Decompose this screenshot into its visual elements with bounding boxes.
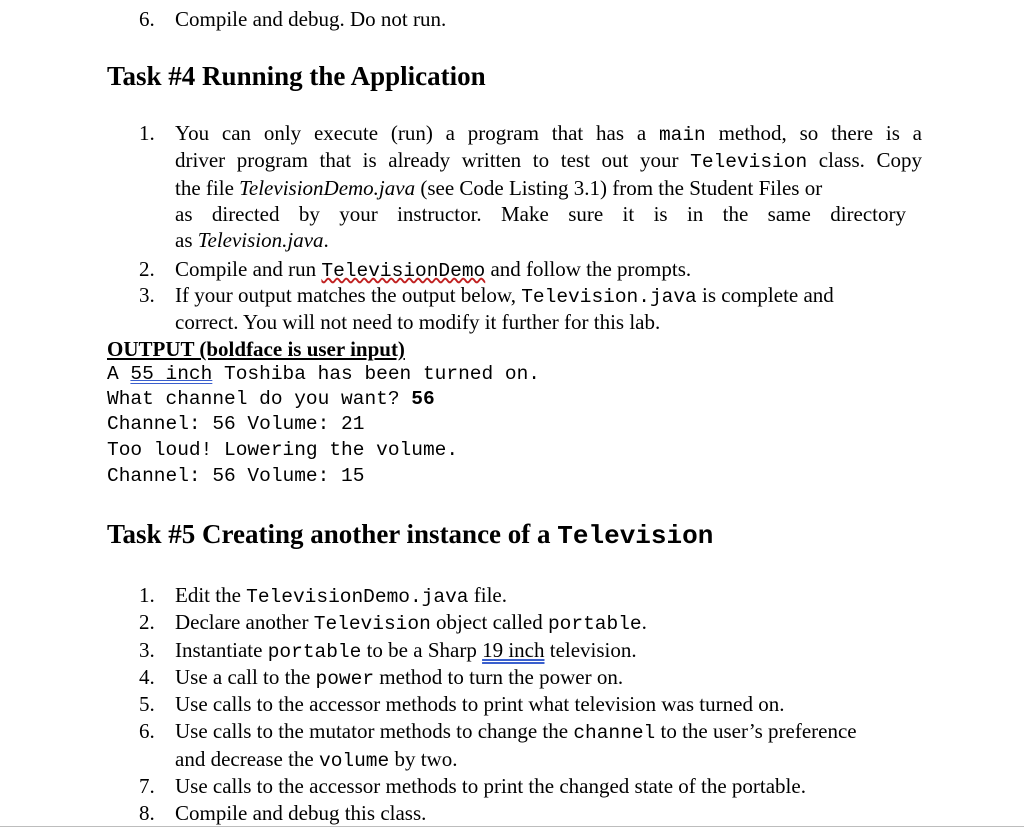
list-number: 4.	[139, 665, 155, 689]
task5-item7: Use calls to the accessor methods to print the changed state of the portable.	[175, 774, 806, 798]
task5-heading	[107, 518, 713, 552]
text: driver program that is already written to test out your	[175, 148, 691, 172]
step-text: Compile and debug. Do not run.	[175, 7, 447, 31]
text: to be a Sharp	[361, 638, 483, 662]
text: .	[323, 228, 329, 252]
task5-item4	[175, 664, 623, 693]
list-number: 1.	[139, 583, 155, 607]
underlined-text: 55 inch	[130, 363, 213, 385]
code: Television	[313, 613, 431, 635]
task5-item3	[175, 637, 637, 666]
text: Use calls to the mutator methods to change the	[175, 719, 574, 743]
underlined-text: 19 inch	[482, 638, 545, 662]
code: volume	[319, 750, 390, 772]
output-line	[107, 387, 435, 412]
task5-item2	[175, 609, 647, 638]
filename: Television.java	[197, 228, 324, 252]
list-number: 8.	[139, 801, 155, 825]
output-heading: OUTPUT (boldface is user input)	[107, 337, 405, 361]
task5-item5: Use calls to the accessor methods to print what television was turned on.	[175, 692, 785, 716]
task5-item1	[175, 582, 507, 611]
list-number: 6.	[139, 7, 155, 31]
text: Task #5 Creating another instance of a	[107, 519, 558, 549]
list-number: 7.	[139, 774, 155, 798]
task4-item1-line2	[175, 147, 922, 176]
page-bottom-divider	[0, 826, 1024, 827]
task4-item1-line3	[175, 175, 822, 202]
output-line	[107, 362, 540, 387]
list-number: 6.	[139, 719, 155, 743]
text: and decrease the	[175, 747, 319, 771]
task4-item1-line5	[175, 227, 329, 254]
text: is complete and	[696, 283, 834, 307]
text: the file	[175, 176, 240, 200]
code: portable	[267, 641, 362, 663]
list-number: 3.	[139, 638, 155, 662]
code: Television	[557, 521, 714, 551]
text: .	[641, 610, 647, 634]
code: power	[315, 668, 375, 690]
task4-item1-line1	[175, 120, 922, 149]
task4-heading: Task #4 Running the Application	[107, 61, 486, 91]
code: TelevisionDemo	[321, 260, 486, 282]
code: Television.java	[521, 286, 697, 308]
text: Compile and run	[175, 257, 322, 281]
text: as	[175, 228, 198, 252]
code: main	[658, 124, 706, 146]
text: A	[107, 363, 131, 385]
list-number: 2.	[139, 610, 155, 634]
text: file.	[468, 583, 507, 607]
code: Television	[690, 151, 808, 173]
text: class. Copy	[807, 148, 922, 172]
text: Instantiate	[175, 638, 268, 662]
text: If your output matches the output below,	[175, 283, 522, 307]
list-number: 5.	[139, 692, 155, 716]
text: Edit the	[175, 583, 247, 607]
text: Declare another	[175, 610, 314, 634]
text: method to turn the power on.	[374, 665, 624, 689]
code: portable	[547, 613, 642, 635]
text: Use a call to the	[175, 665, 316, 689]
text: by two.	[389, 747, 458, 771]
code: channel	[573, 722, 656, 744]
text: You can only execute (run) a program that has a	[175, 121, 659, 145]
text: to the user’s preference	[655, 719, 857, 743]
task5-item8: Compile and debug this class.	[175, 801, 427, 825]
text: Toshiba has been turned on.	[212, 363, 540, 385]
user-input: 56	[411, 388, 435, 410]
output-line: Channel: 56 Volume: 21	[107, 413, 365, 435]
code: TelevisionDemo.java	[246, 586, 469, 608]
task4-item3-line1	[175, 282, 834, 311]
task4-item2	[175, 256, 691, 285]
text: television.	[544, 638, 637, 662]
filename: TelevisionDemo.java	[239, 176, 416, 200]
text: object called	[430, 610, 548, 634]
task4-item1-line4: as directed by your instructor. Make sure it is in the same directory	[175, 202, 906, 226]
task5-item6-line2	[175, 746, 457, 775]
list-number: 3.	[139, 283, 155, 307]
task4-item3-line2: correct. You will not need to modify it further for this lab.	[175, 310, 661, 334]
text: method, so there is a	[705, 121, 922, 145]
task5-item6-line1	[175, 718, 857, 747]
output-line: Too loud! Lowering the volume.	[107, 439, 459, 461]
text: and follow the prompts.	[485, 257, 692, 281]
list-number: 1.	[139, 121, 155, 145]
list-number: 2.	[139, 257, 155, 281]
text: What channel do you want?	[107, 388, 412, 410]
text: (see Code Listing 3.1) from the Student Files or	[415, 176, 823, 200]
output-line: Channel: 56 Volume: 15	[107, 465, 365, 487]
